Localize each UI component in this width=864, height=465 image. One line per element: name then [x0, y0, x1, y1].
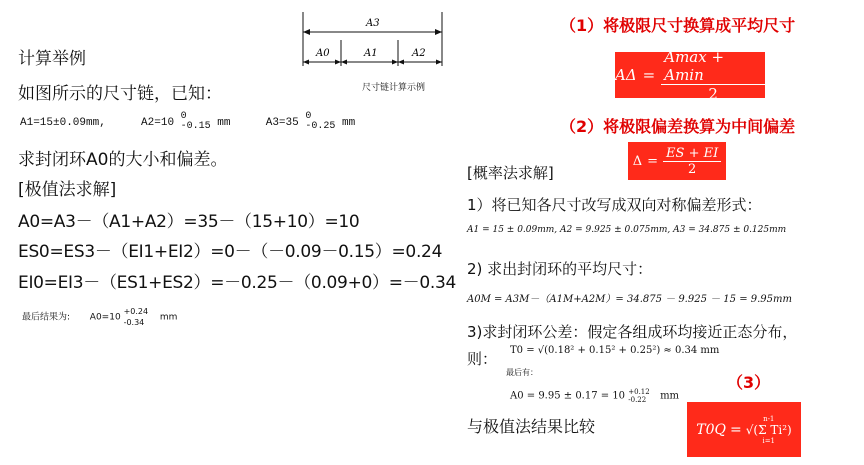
formula3-upper: n-1 — [763, 414, 775, 423]
label-a0: A0 — [316, 48, 330, 59]
formula-mid-deviation — [628, 142, 726, 180]
formula2-fraction — [663, 146, 721, 177]
compare-text: 与极值法结果比较 — [467, 417, 596, 436]
label-a3: A3 — [366, 18, 380, 29]
given-dimensions — [20, 112, 355, 132]
result-line — [22, 306, 177, 328]
step2-formula: A0M = A3M－（A1M+A2M）= 34.875 － 9.925 － 15 = 9.95mm — [467, 294, 792, 305]
final-unit: mm — [660, 390, 680, 402]
formula2-denominator: 2 — [688, 161, 697, 177]
formula3-sum — [746, 415, 792, 445]
formula1-numerator: Amax + Amin — [661, 48, 765, 85]
intro-text: 如图所示的尺寸链，已知： — [18, 84, 222, 104]
given-a2-unit: mm — [217, 116, 231, 129]
final-formula: A0 = 9.95 ± 0.17 = 10 — [510, 390, 626, 402]
step3-formula: T0 = √(0.18² + 0.15² + 0.25²) ≈ 0.34 mm — [510, 345, 720, 356]
step3-text: 3)求封闭环公差：假定各组成环均接近正态分布， — [467, 323, 798, 341]
result-label: 最后结果为: — [22, 312, 71, 323]
formula-probability-tolerance — [687, 402, 801, 457]
formula3-lower: i=1 — [762, 436, 776, 445]
formula3-body: √(Σ Ti²) — [745, 422, 792, 437]
given-a2: A2=10 — [141, 116, 175, 129]
task-text: 求封闭环A0的大小和偏差。 — [18, 150, 228, 170]
title-average-size: （1）将极限尺寸换算成平均尺寸 — [560, 16, 796, 35]
given-a3: A3=35 — [265, 116, 299, 129]
tag-3: （3） — [727, 373, 771, 392]
formula2-eq: = — [647, 153, 659, 169]
given-a3-unit: mm — [341, 116, 356, 129]
formula1-denominator: 2 — [708, 84, 718, 103]
final-label: 最后有： — [506, 368, 538, 377]
final-tolerance: +0.12 -0.22 — [628, 388, 650, 404]
dimension-chain-diagram — [300, 10, 445, 70]
given-a1: A1=15±0.09mm, — [20, 116, 106, 129]
step3-then: 则： — [467, 350, 498, 368]
formula1-lhs: AΔ — [615, 66, 637, 84]
formula2-numerator: ES + EI — [663, 146, 721, 162]
method-extreme: [极值法求解] — [18, 180, 117, 200]
formula3-eq: = — [730, 421, 742, 438]
section-heading: 计算举例 — [18, 49, 86, 69]
label-a1: A1 — [364, 48, 378, 59]
given-a3-tolerance: 0 -0.25 — [305, 111, 336, 132]
title-mid-deviation: （2）将极限偏差换算为中间偏差 — [560, 117, 796, 136]
result-tolerance: +0.24 -0.34 — [123, 307, 149, 327]
label-a2: A2 — [412, 48, 426, 59]
formula-average-size — [615, 47, 765, 103]
result-base: A0=10 — [89, 312, 121, 323]
formula1-eq: = — [642, 66, 656, 84]
equation-es0: ES0=ES3－（EI1+EI2）=0－（－0.09－0.15）=0.24 — [18, 242, 443, 262]
formula1-fraction — [661, 48, 765, 103]
formula3-lhs: T0Q — [696, 421, 727, 438]
given-a2-tolerance: 0 -0.15 — [180, 111, 211, 132]
diagram-caption: 尺寸链计算示例 — [362, 83, 426, 93]
equation-ei0: EI0=EI3－（ES1+ES2）=－0.25－（0.09+0）=－0.34 — [18, 273, 457, 293]
step1-values: A1 = 15 ± 0.09mm, A2 = 9.925 ± 0.075mm, A3 = 34.875 ± 0.125mm — [467, 225, 787, 235]
method-probability: [概率法求解] — [467, 164, 554, 182]
formula2-lhs: Δ — [632, 153, 643, 169]
final-result — [510, 388, 679, 404]
equation-a0: A0=A3－（A1+A2）=35－（15+10）=10 — [18, 212, 360, 232]
result-unit: mm — [159, 312, 178, 323]
step1-text: 1）将已知各尺寸改写成双向对称偏差形式： — [467, 196, 762, 214]
step2-text: 2) 求出封闭环的平均尺寸： — [467, 260, 653, 278]
